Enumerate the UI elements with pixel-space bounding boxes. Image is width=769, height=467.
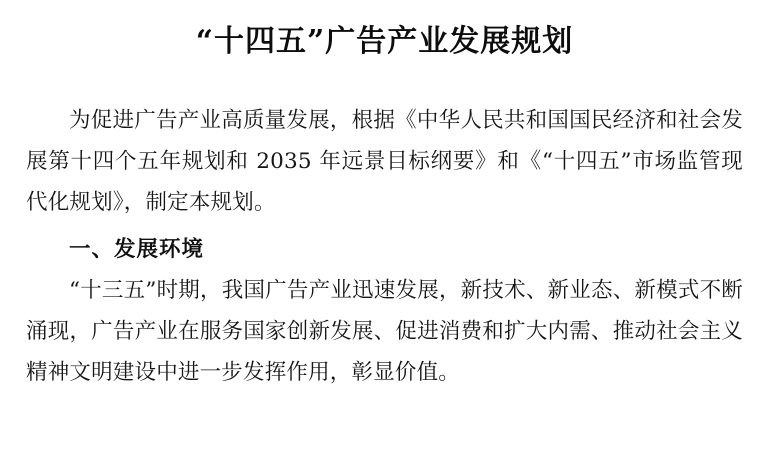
document-body — [26, 100, 743, 393]
section-heading-development-environment: 一、发展环境 — [69, 237, 205, 262]
page-title: “十四五”广告产业发展规划 — [195, 24, 574, 59]
paragraph-section-1-1: “十三五”时期，我国广告产业迅速发展，新技术、新业态、新模式不断涌现，广告产业在服务国家创新发展、促进消费和扩大内需、推动社会主义精神文明建设中进一步发挥作用，彰显价值。 — [26, 278, 743, 385]
paragraph-intro: 为促进广告产业高质量发展，根据《中华人民共和国国民经济和社会发展第十四个五年规划和 2035 年远景目标纲要》和《“十四五”市场监管现代化规划》，制定本规划。 — [26, 108, 743, 215]
